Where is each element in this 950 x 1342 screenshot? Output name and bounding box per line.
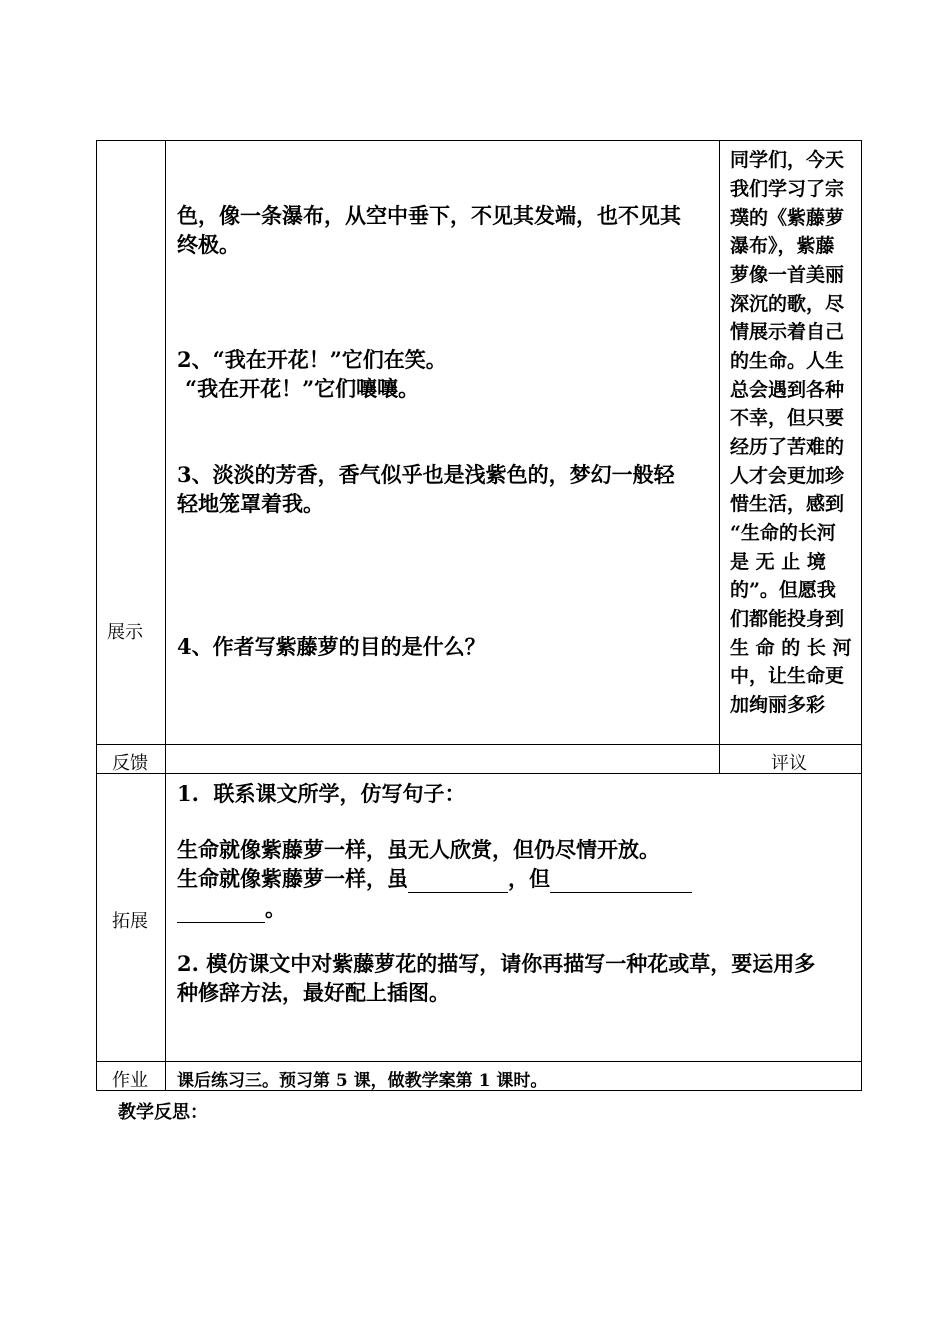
display-line: 4、作者写紫藤萝的目的是什么？ [177, 634, 486, 659]
fill-in-end: 。 [265, 896, 286, 921]
summary-line: 情展示着自己 [730, 321, 845, 343]
display-line: 终极。 [177, 232, 240, 257]
fill-in-continuation [177, 893, 286, 923]
table-right-border [861, 140, 862, 1091]
summary-line: 璞的《紫藤萝 [730, 207, 845, 229]
summary-line: 是 无 止 境 [730, 551, 826, 573]
summary-line: 同学们，今天 [730, 149, 845, 171]
row-label-homework: 作业 [112, 1070, 148, 1091]
row-divider-feedback-top [96, 744, 862, 745]
display-line: 3、淡淡的芳香，香气似乎也是浅紫色的，梦幻一般轻 [177, 462, 675, 487]
summary-line: 惜生活，感到 [730, 493, 845, 515]
summary-line: 们都能投身到 [730, 608, 845, 630]
fill-blank-1[interactable] [408, 872, 508, 893]
display-line: 2、“我在开花！”它们在笑。 [177, 347, 447, 372]
summary-line: 瀑布》，紫藤 [730, 235, 835, 257]
fill-in-prefix: 生命就像紫藤萝一样，虽 [177, 866, 408, 891]
summary-line: 的生命。人生 [730, 350, 845, 372]
row-divider-homework-top [96, 1061, 862, 1062]
exercise-1-title: 1. 联系课文所学，仿写句子： [177, 781, 466, 806]
teaching-reflection-label: 教学反思： [118, 1102, 208, 1123]
summary-line: 总会遇到各种 [730, 379, 845, 401]
label-column-divider [165, 140, 166, 1091]
table-left-border [96, 140, 97, 1091]
exercise-2-line: 2. 模仿课文中对紫藤萝花的描写，请你再描写一种花或草，要运用多 [177, 951, 816, 976]
summary-line: 加绚丽多彩 [730, 694, 826, 716]
fill-blank-2[interactable] [550, 872, 692, 893]
side-column-divider [719, 140, 720, 774]
summary-line: 萝像一首美丽 [730, 264, 845, 286]
summary-line: “生命的长河 [730, 522, 836, 544]
fill-in-middle: ，但 [508, 866, 550, 891]
fill-blank-3[interactable] [177, 902, 265, 923]
display-line: 色，像一条瀑布，从空中垂下，不见其发端，也不见其 [177, 203, 681, 228]
display-line: “我在开花！”它们嚷嚷。 [185, 376, 420, 401]
row-divider-feedback-bottom [96, 773, 862, 774]
summary-line: 人才会更加珍 [730, 465, 845, 487]
summary-line: 中，让生命更 [730, 665, 845, 687]
summary-line: 经历了苦难的 [730, 436, 845, 458]
review-label: 评议 [771, 753, 807, 774]
summary-line: 不幸，但只要 [730, 407, 845, 429]
homework-content: 课后练习三。预习第 5 课，做教学案第 1 课时。 [177, 1071, 548, 1091]
summary-line: 我们学习了宗 [730, 178, 845, 200]
row-label-extension: 拓展 [112, 911, 148, 932]
exercise-2-line: 种修辞方法，最好配上插图。 [177, 980, 450, 1005]
display-line: 轻地笼罩着我。 [177, 491, 324, 516]
table-top-border [96, 140, 862, 141]
summary-line: 生 命 的 长 河 [730, 637, 852, 659]
summary-line: 的”。但愿我 [730, 579, 836, 601]
row-label-display: 展示 [107, 622, 143, 643]
example-sentence: 生命就像紫藤萝一样，虽无人欣赏，但仍尽情开放。 [177, 837, 660, 862]
summary-line: 深沉的歌，尽 [730, 293, 845, 315]
row-label-feedback: 反馈 [112, 753, 148, 774]
fill-in-sentence [177, 863, 692, 893]
